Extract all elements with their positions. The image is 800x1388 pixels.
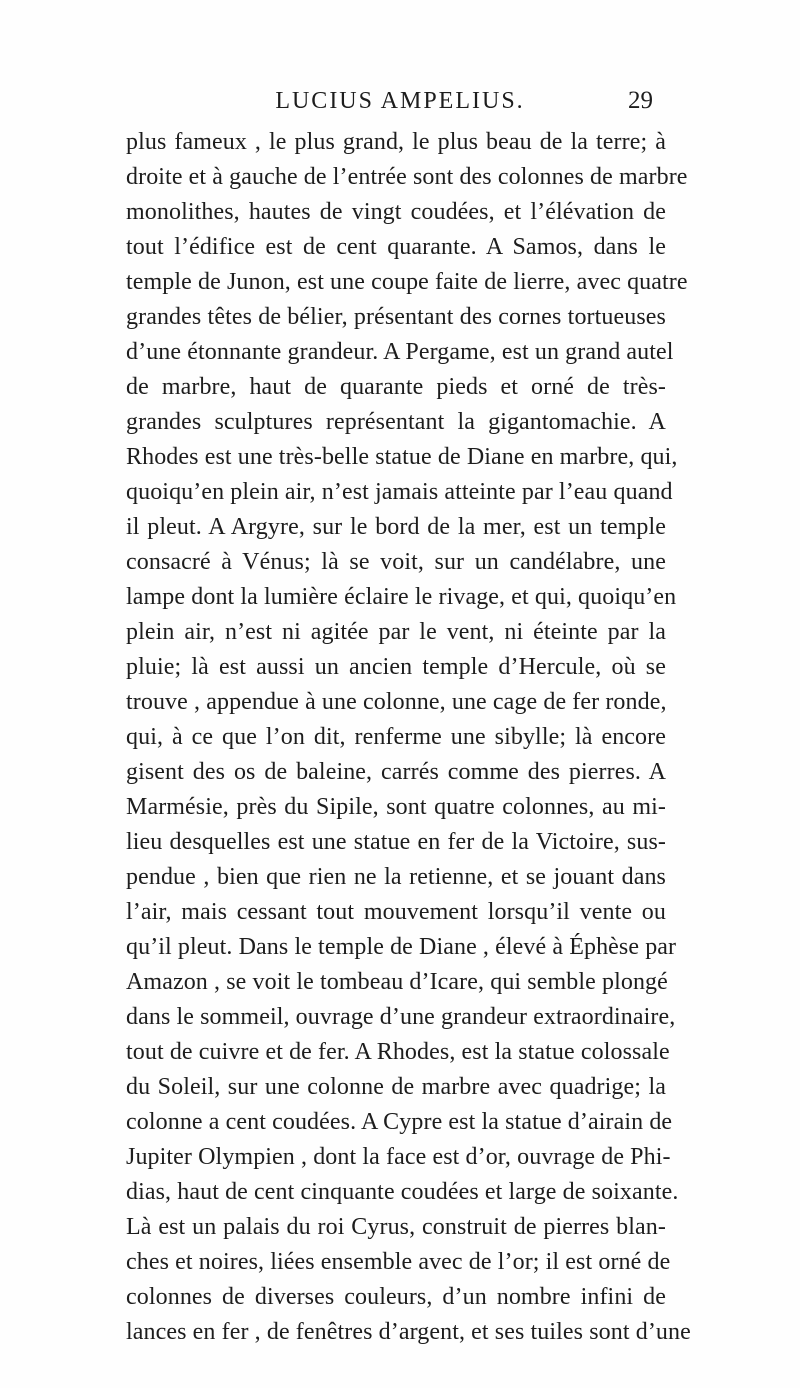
text-line: droite et à gauche de l’entrée sont des colonnes de marbre xyxy=(126,164,688,190)
text-line: qui, à ce que l’on dit, renferme une sibylle; là encore xyxy=(126,724,666,750)
text-line: trouve , appendue à une colonne, une cage de fer ronde, xyxy=(126,689,667,715)
text-line: ches et noires, liées ensemble avec de l’or; il est orné de xyxy=(126,1249,671,1275)
text-line: colonnes de diverses couleurs, d’un nombre infini de xyxy=(126,1284,666,1310)
text-line: temple de Junon, est une coupe faite de lierre, avec quatre xyxy=(126,269,688,295)
text-line: lampe dont la lumière éclaire le rivage, et qui, quoiqu’en xyxy=(126,584,677,610)
text-line: Jupiter Olympien , dont la face est d’or, ouvrage de Phi- xyxy=(126,1144,671,1170)
page-number: 29 xyxy=(628,87,653,114)
text-line: pluie; là est aussi un ancien temple d’Hercule, où se xyxy=(126,654,666,680)
running-header xyxy=(0,84,800,118)
text-line: dans le sommeil, ouvrage d’une grandeur extraordinaire, xyxy=(126,1004,676,1030)
text-line: lances en fer , de fenêtres d’argent, et ses tuiles sont d’une xyxy=(126,1319,691,1345)
text-line: monolithes, hautes de vingt coudées, et l’élévation de xyxy=(126,199,666,225)
text-line: il pleut. A Argyre, sur le bord de la mer, est un temple xyxy=(126,514,666,540)
text-line: grandes têtes de bélier, présentant des cornes tortueuses xyxy=(126,304,666,330)
text-line: grandes sculptures représentant la gigantomachie. A xyxy=(126,409,666,435)
text-line: plein air, n’est ni agitée par le vent, ni éteinte par la xyxy=(126,619,666,645)
text-line: Là est un palais du roi Cyrus, construit de pierres blan- xyxy=(126,1214,666,1240)
text-line: quoiqu’en plein air, n’est jamais atteinte par l’eau quand xyxy=(126,479,673,505)
text-line: qu’il pleut. Dans le temple de Diane , élevé à Éphèse par xyxy=(126,934,677,960)
text-line: consacré à Vénus; là se voit, sur un candélabre, une xyxy=(126,549,666,575)
running-title: LUCIUS AMPELIUS. xyxy=(275,88,525,114)
text-line: pendue , bien que rien ne la retienne, et se jouant dans xyxy=(126,864,666,890)
text-line: Rhodes est une très-belle statue de Diane en marbre, qui, xyxy=(126,444,678,470)
text-line: tout l’édifice est de cent quarante. A Samos, dans le xyxy=(126,234,666,260)
body-text xyxy=(126,125,691,1350)
text-line: du Soleil, sur une colonne de marbre avec quadrige; la xyxy=(126,1074,666,1100)
text-line: Marmésie, près du Sipile, sont quatre colonnes, au mi- xyxy=(126,794,666,820)
text-line: Amazon , se voit le tombeau d’Icare, qui semble plongé xyxy=(126,969,668,995)
text-line: lieu desquelles est une statue en fer de la Victoire, sus- xyxy=(126,829,666,855)
text-line: d’une étonnante grandeur. A Pergame, est un grand autel xyxy=(126,339,674,365)
text-line: l’air, mais cessant tout mouvement lorsqu’il vente ou xyxy=(126,899,666,925)
text-line: gisent des os de baleine, carrés comme des pierres. A xyxy=(126,759,666,785)
text-line: dias, haut de cent cinquante coudées et large de soixante. xyxy=(126,1179,679,1205)
text-line: tout de cuivre et de fer. A Rhodes, est la statue colossale xyxy=(126,1039,670,1065)
text-line: de marbre, haut de quarante pieds et orné de très- xyxy=(126,374,666,400)
text-line: plus fameux , le plus grand, le plus beau de la terre; à xyxy=(126,129,666,155)
text-line: colonne a cent coudées. A Cypre est la statue d’airain de xyxy=(126,1109,673,1135)
